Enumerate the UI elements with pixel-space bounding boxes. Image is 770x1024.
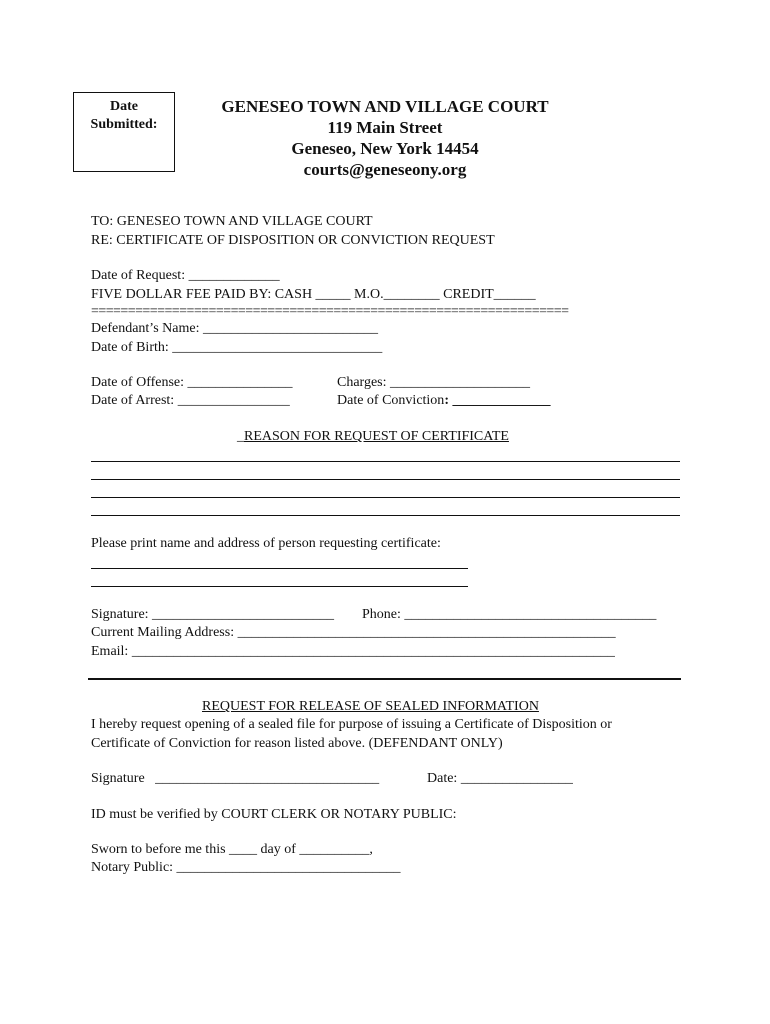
- sealed-paragraph-line2: Certificate of Conviction for reason listed above. (DEFENDANT ONLY): [91, 736, 503, 751]
- reason-line-1[interactable]: [91, 461, 680, 462]
- email-field[interactable]: Email: _____________________________________________________________________: [91, 644, 615, 659]
- id-verification-note: ID must be verified by COURT CLERK OR NOTARY PUBLIC:: [91, 807, 457, 822]
- court-name: GENESEO TOWN AND VILLAGE COURT: [221, 97, 549, 116]
- date-of-offense-field[interactable]: Date of Offense: _______________: [91, 375, 293, 390]
- notary-public-field[interactable]: Notary Public: ________________________________: [91, 860, 401, 875]
- sealed-paragraph-line1: I hereby request opening of a sealed file for purpose of issuing a Certificate of Disposition or: [91, 717, 612, 732]
- reason-line-2[interactable]: [91, 479, 680, 480]
- requester-line-2[interactable]: [91, 586, 468, 587]
- signature-field[interactable]: Signature: __________________________: [91, 607, 335, 622]
- re-line: RE: CERTIFICATE OF DISPOSITION OR CONVICTION REQUEST: [91, 233, 495, 248]
- reason-line-4[interactable]: [91, 515, 680, 516]
- date-of-conviction-colon: :: [444, 393, 449, 408]
- reason-heading-lead: _: [237, 429, 244, 444]
- date-of-conviction-field[interactable]: [337, 392, 550, 410]
- reason-title: REASON FOR REQUEST OF CERTIFICATE: [244, 429, 509, 444]
- reason-line-3[interactable]: [91, 497, 680, 498]
- sealed-signature-field[interactable]: Signature ________________________________: [91, 771, 380, 786]
- requester-line-1[interactable]: [91, 568, 468, 569]
- court-street: 119 Main Street: [327, 118, 443, 137]
- date-of-conviction-label: Date of Conviction: [337, 393, 445, 408]
- sworn-line[interactable]: Sworn to before me this ____ day of __________,: [91, 842, 373, 857]
- date-submitted-box[interactable]: [73, 92, 175, 172]
- defendant-name-field[interactable]: Defendant’s Name: _________________________: [91, 321, 378, 336]
- date-of-arrest-field[interactable]: Date of Arrest: ________________: [91, 393, 290, 408]
- court-email: courts@geneseony.org: [303, 160, 467, 179]
- section-divider: [88, 678, 681, 680]
- phone-field[interactable]: Phone: ____________________________________: [362, 607, 657, 622]
- sealed-date-field[interactable]: Date: ________________: [427, 771, 573, 786]
- mailing-address-field[interactable]: Current Mailing Address: ______________________________________________________: [91, 625, 616, 640]
- date-of-birth-field[interactable]: Date of Birth: ______________________________: [91, 340, 383, 355]
- sealed-section-title: REQUEST FOR RELEASE OF SEALED INFORMATION: [202, 699, 539, 714]
- separator-line: =================================================================: [91, 304, 569, 319]
- date-submitted-label-line1: Date: [110, 99, 138, 114]
- charges-field[interactable]: Charges: ____________________: [337, 375, 531, 390]
- date-of-request-field[interactable]: Date of Request: _____________: [91, 268, 280, 283]
- court-city: Geneseo, New York 14454: [291, 139, 479, 158]
- fee-paid-by-field[interactable]: FIVE DOLLAR FEE PAID BY: CASH _____ M.O.________ CREDIT______: [91, 287, 536, 302]
- reason-heading: [237, 428, 509, 446]
- to-line: TO: GENESEO TOWN AND VILLAGE COURT: [91, 214, 373, 229]
- requester-instruction: Please print name and address of person requesting certificate:: [91, 536, 441, 551]
- date-submitted-label-line2: Submitted:: [90, 117, 158, 132]
- date-of-conviction-blank: ______________: [448, 393, 551, 408]
